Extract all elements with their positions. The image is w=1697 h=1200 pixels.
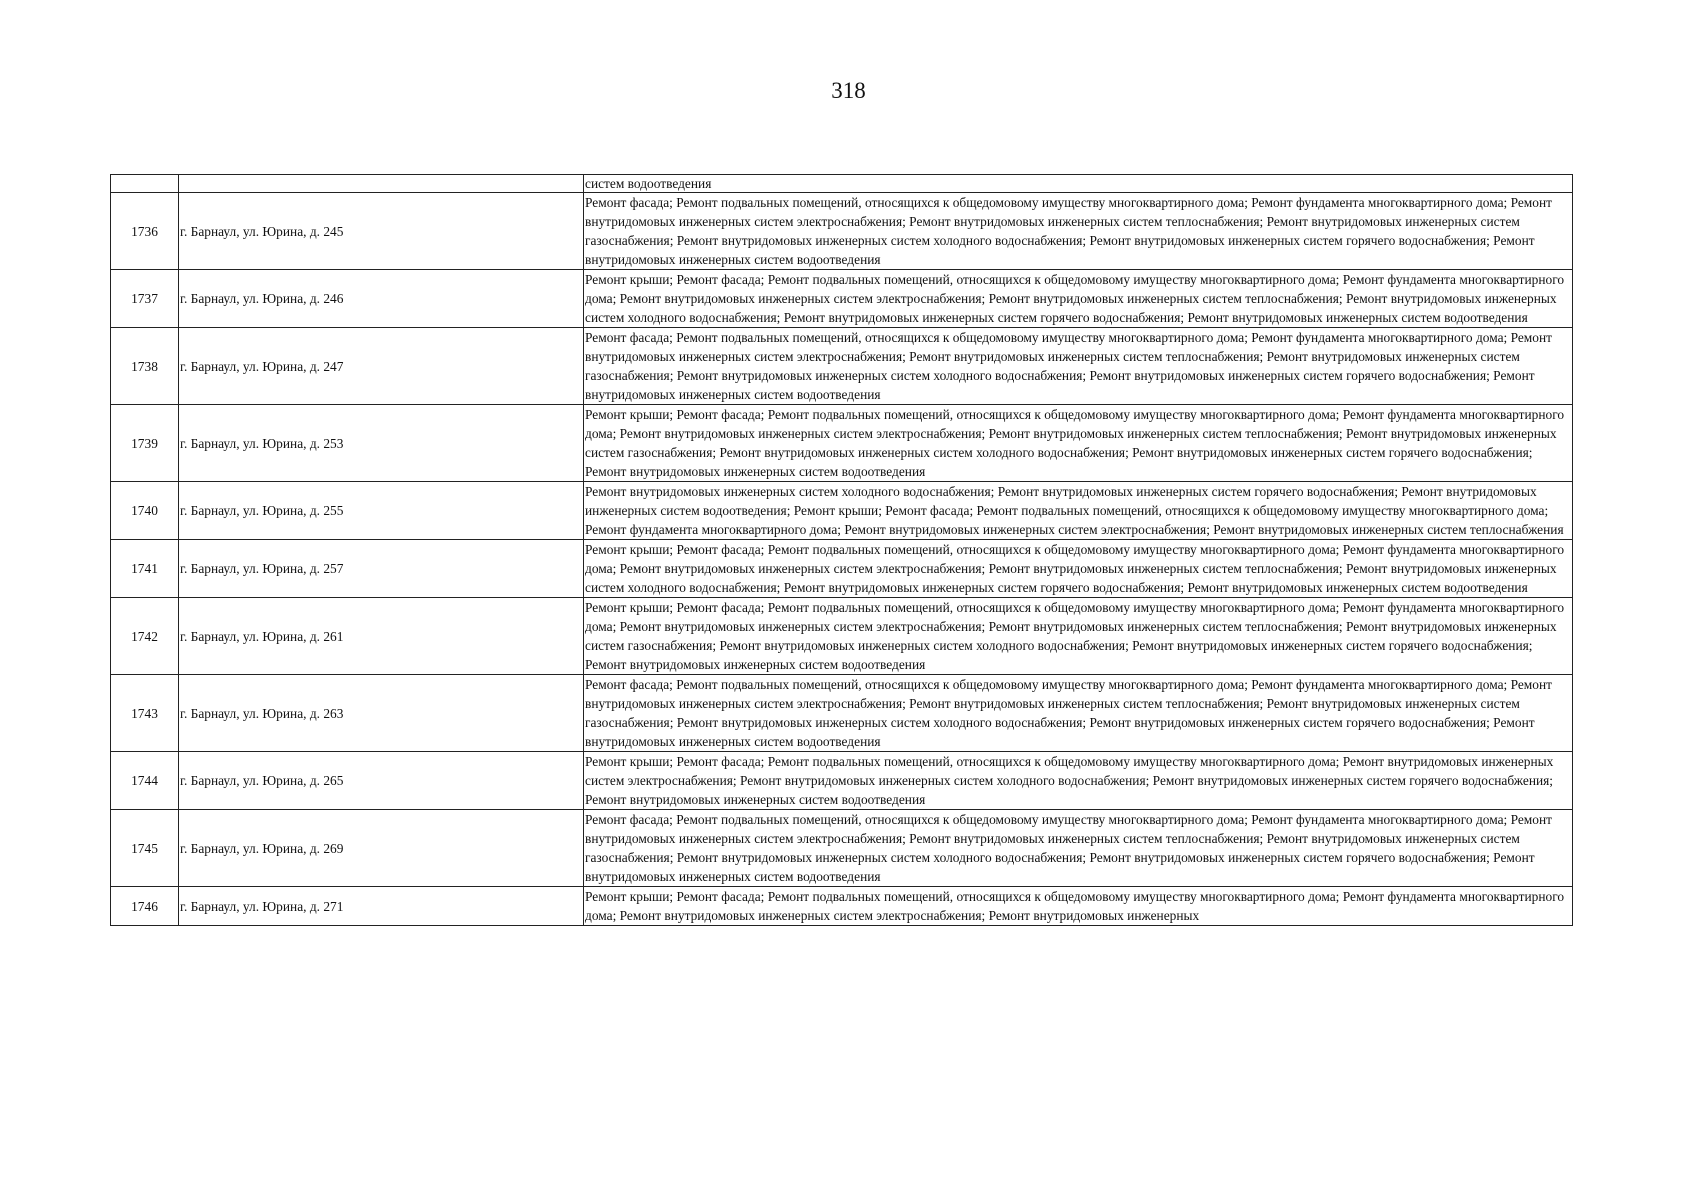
- address-cell: г. Барнаул, ул. Юрина, д. 255: [179, 482, 584, 540]
- works-cell: Ремонт фасада; Ремонт подвальных помещений, относящихся к общедомовому имуществу многоквартирного дома; Ремонт фундамента многоквартирного дома; Ремонт внутридомовых инженерных систем электроснабжения; Ремонт внутридомовых инженерных систем теплоснабжения; Ремонт внутридомовых инженерных систем газоснабжения; Ремонт внутридомовых инженерных систем холодного водоснабжения; Ремонт внутридомовых инженерных систем горячего водоснабжения; Ремонт внутридомовых инженерных систем водоотведения: [584, 675, 1573, 752]
- row-number-cell: 1737: [111, 270, 179, 328]
- row-number-cell: 1740: [111, 482, 179, 540]
- address-cell: г. Барнаул, ул. Юрина, д. 269: [179, 810, 584, 887]
- table-row: [111, 193, 1573, 270]
- table-row: [111, 270, 1573, 328]
- address-cell: г. Барнаул, ул. Юрина, д. 257: [179, 540, 584, 598]
- table-row: [111, 810, 1573, 887]
- works-cell: Ремонт фасада; Ремонт подвальных помещений, относящихся к общедомовому имуществу многоквартирного дома; Ремонт фундамента многоквартирного дома; Ремонт внутридомовых инженерных систем электроснабжения; Ремонт внутридомовых инженерных систем теплоснабжения; Ремонт внутридомовых инженерных систем газоснабжения; Ремонт внутридомовых инженерных систем холодного водоснабжения; Ремонт внутридомовых инженерных систем горячего водоснабжения; Ремонт внутридомовых инженерных систем водоотведения: [584, 328, 1573, 405]
- row-number-cell: [111, 175, 179, 193]
- works-cell: Ремонт внутридомовых инженерных систем холодного водоснабжения; Ремонт внутридомовых инженерных систем горячего водоснабжения; Ремонт внутридомовых инженерных систем водоотведения; Ремонт крыши; Ремонт фасада; Ремонт подвальных помещений, относящихся к общедомовому имуществу многоквартирного дома; Ремонт фундамента многоквартирного дома; Ремонт внутридомовых инженерных систем электроснабжения; Ремонт внутридомовых инженерных систем теплоснабжения: [584, 482, 1573, 540]
- address-cell: [179, 175, 584, 193]
- row-number-cell: 1736: [111, 193, 179, 270]
- address-cell: г. Барнаул, ул. Юрина, д. 245: [179, 193, 584, 270]
- row-number-cell: 1745: [111, 810, 179, 887]
- table-row: [111, 752, 1573, 810]
- row-number-cell: 1738: [111, 328, 179, 405]
- table-row: [111, 482, 1573, 540]
- table-row: [111, 540, 1573, 598]
- works-cell: Ремонт фасада; Ремонт подвальных помещений, относящихся к общедомовому имуществу многоквартирного дома; Ремонт фундамента многоквартирного дома; Ремонт внутридомовых инженерных систем электроснабжения; Ремонт внутридомовых инженерных систем теплоснабжения; Ремонт внутридомовых инженерных систем газоснабжения; Ремонт внутридомовых инженерных систем холодного водоснабжения; Ремонт внутридомовых инженерных систем горячего водоснабжения; Ремонт внутридомовых инженерных систем водоотведения: [584, 810, 1573, 887]
- address-cell: г. Барнаул, ул. Юрина, д. 261: [179, 598, 584, 675]
- row-number-cell: 1739: [111, 405, 179, 482]
- repair-registry-table: [110, 174, 1573, 926]
- address-cell: г. Барнаул, ул. Юрина, д. 263: [179, 675, 584, 752]
- works-cell: Ремонт фасада; Ремонт подвальных помещений, относящихся к общедомовому имуществу многоквартирного дома; Ремонт фундамента многоквартирного дома; Ремонт внутридомовых инженерных систем электроснабжения; Ремонт внутридомовых инженерных систем теплоснабжения; Ремонт внутридомовых инженерных систем газоснабжения; Ремонт внутридомовых инженерных систем холодного водоснабжения; Ремонт внутридомовых инженерных систем горячего водоснабжения; Ремонт внутридомовых инженерных систем водоотведения: [584, 193, 1573, 270]
- row-number-cell: 1743: [111, 675, 179, 752]
- table-row: [111, 405, 1573, 482]
- works-cell: Ремонт крыши; Ремонт фасада; Ремонт подвальных помещений, относящихся к общедомовому имуществу многоквартирного дома; Ремонт фундамента многоквартирного дома; Ремонт внутридомовых инженерных систем электроснабжения; Ремонт внутридомовых инженерных систем теплоснабжения; Ремонт внутридомовых инженерных систем газоснабжения; Ремонт внутридомовых инженерных систем холодного водоснабжения; Ремонт внутридомовых инженерных систем горячего водоснабжения; Ремонт внутридомовых инженерных систем водоотведения: [584, 598, 1573, 675]
- address-cell: г. Барнаул, ул. Юрина, д. 265: [179, 752, 584, 810]
- row-number-cell: 1742: [111, 598, 179, 675]
- row-number-cell: 1741: [111, 540, 179, 598]
- table-row: [111, 328, 1573, 405]
- address-cell: г. Барнаул, ул. Юрина, д. 247: [179, 328, 584, 405]
- page-number: 318: [831, 78, 866, 103]
- address-cell: г. Барнаул, ул. Юрина, д. 246: [179, 270, 584, 328]
- works-cell: систем водоотведения: [584, 175, 1573, 193]
- address-cell: г. Барнаул, ул. Юрина, д. 271: [179, 887, 584, 926]
- row-number-cell: 1746: [111, 887, 179, 926]
- works-cell: Ремонт крыши; Ремонт фасада; Ремонт подвальных помещений, относящихся к общедомовому имуществу многоквартирного дома; Ремонт внутридомовых инженерных систем электроснабжения; Ремонт внутридомовых инженерных систем холодного водоснабжения; Ремонт внутридомовых инженерных систем горячего водоснабжения; Ремонт внутридомовых инженерных систем водоотведения: [584, 752, 1573, 810]
- works-cell: Ремонт крыши; Ремонт фасада; Ремонт подвальных помещений, относящихся к общедомовому имуществу многоквартирного дома; Ремонт фундамента многоквартирного дома; Ремонт внутридомовых инженерных систем электроснабжения; Ремонт внутридомовых инженерных систем теплоснабжения; Ремонт внутридомовых инженерных систем газоснабжения; Ремонт внутридомовых инженерных систем холодного водоснабжения; Ремонт внутридомовых инженерных систем горячего водоснабжения; Ремонт внутридомовых инженерных систем водоотведения: [584, 405, 1573, 482]
- address-cell: г. Барнаул, ул. Юрина, д. 253: [179, 405, 584, 482]
- table-row: [111, 675, 1573, 752]
- works-cell: Ремонт крыши; Ремонт фасада; Ремонт подвальных помещений, относящихся к общедомовому имуществу многоквартирного дома; Ремонт фундамента многоквартирного дома; Ремонт внутридомовых инженерных систем электроснабжения; Ремонт внутридомовых инженерных: [584, 887, 1573, 926]
- row-number-cell: 1744: [111, 752, 179, 810]
- works-cell: Ремонт крыши; Ремонт фасада; Ремонт подвальных помещений, относящихся к общедомовому имуществу многоквартирного дома; Ремонт фундамента многоквартирного дома; Ремонт внутридомовых инженерных систем электроснабжения; Ремонт внутридомовых инженерных систем теплоснабжения; Ремонт внутридомовых инженерных систем холодного водоснабжения; Ремонт внутридомовых инженерных систем горячего водоснабжения; Ремонт внутридомовых инженерных систем водоотведения: [584, 270, 1573, 328]
- table-row: [111, 887, 1573, 926]
- table-row-continuation: [111, 175, 1573, 193]
- table-row: [111, 598, 1573, 675]
- works-cell: Ремонт крыши; Ремонт фасада; Ремонт подвальных помещений, относящихся к общедомовому имуществу многоквартирного дома; Ремонт фундамента многоквартирного дома; Ремонт внутридомовых инженерных систем электроснабжения; Ремонт внутридомовых инженерных систем теплоснабжения; Ремонт внутридомовых инженерных систем холодного водоснабжения; Ремонт внутридомовых инженерных систем горячего водоснабжения; Ремонт внутридомовых инженерных систем водоотведения: [584, 540, 1573, 598]
